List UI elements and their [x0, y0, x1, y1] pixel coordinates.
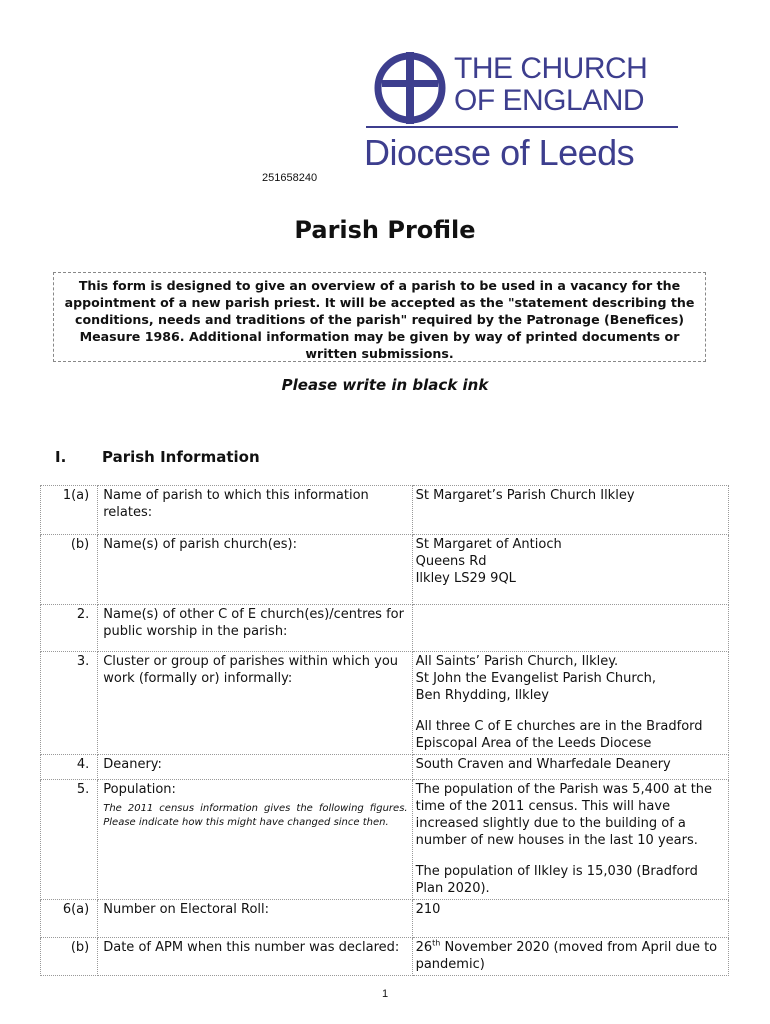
row-label: Name of parish to which this information relates: [98, 486, 412, 535]
row-label: Date of APM when this number was declared: [98, 938, 412, 976]
value-line: All Saints’ Parish Church, Ilkley. [415, 654, 619, 669]
row-number: (b) [41, 535, 98, 605]
value-rest: November 2020 (moved from April due to pandemic) [415, 940, 718, 972]
row-number: 6(a) [41, 900, 98, 938]
row-value[interactable]: St Margaret’s Parish Church Ilkley [412, 486, 728, 535]
value-line: St Margaret of Antioch [415, 537, 562, 552]
value-paragraph: The population of the Parish was 5,400 at the time of the 2011 census. This will have increased slightly due to the building of a number of new houses in the last 10 years. [415, 782, 713, 848]
table-row [41, 938, 729, 976]
church-of-england-logo [362, 44, 682, 174]
row-label: Deanery: [98, 755, 412, 780]
parish-info-table [40, 485, 729, 976]
intro-box: This form is designed to give an overview of a parish to be used in a vacancy for the appointment of a new parish priest. It will be accepted as the "statement describing the conditions, needs and traditions of the parish" required by the Patronage (Benefices) Measure 1986. Additional information may be given by way of printed documents or written submissions. [53, 272, 706, 362]
value-line: St John the Evangelist Parish Church, [415, 671, 656, 686]
row-note: The 2011 census information gives the following figures. Please indicate how this might have changed since then. [103, 803, 408, 828]
row-value[interactable] [412, 938, 728, 976]
logo-line-2: OF ENGLAND [454, 84, 645, 117]
value-line: Ben Rhydding, Ilkley [415, 688, 549, 703]
spacer [416, 849, 724, 863]
row-label: Cluster or group of parishes within which you work (formally or) informally: [98, 652, 412, 755]
row-label: Population: [103, 782, 176, 797]
page-title: Parish Profile [294, 216, 476, 244]
section-number: I. [55, 448, 67, 466]
row-value[interactable]: South Craven and Wharfedale Deanery [412, 755, 728, 780]
row-label: Name(s) of other C of E church(es)/centres for public worship in the parish: [98, 605, 412, 652]
section-title: Parish Information [102, 448, 260, 466]
row-number: 4. [41, 755, 98, 780]
page-number: 1 [381, 988, 389, 1000]
value-paragraph: The population of Ilkley is 15,030 (Bradford Plan 2020). [415, 864, 698, 896]
value-line: Queens Rd [415, 554, 487, 569]
table-row [41, 780, 729, 900]
logo-line-1: THE CHURCH [454, 52, 648, 85]
value-day: 26 [415, 940, 433, 955]
table-row [41, 535, 729, 605]
row-value[interactable] [412, 780, 728, 900]
row-label-cell [98, 780, 412, 900]
row-label: Name(s) of parish church(es): [98, 535, 412, 605]
ink-instruction: Please write in black ink [281, 376, 489, 394]
row-number: 3. [41, 652, 98, 755]
table-row [41, 900, 729, 938]
row-number: 1(a) [41, 486, 98, 535]
value-ordinal: th [432, 938, 441, 948]
spacer [416, 704, 724, 718]
table-row [41, 605, 729, 652]
logo-divider [366, 126, 678, 128]
logo-diocese: Diocese of Leeds [364, 132, 635, 173]
reference-number: 251658240 [262, 172, 318, 184]
row-number: 5. [41, 780, 98, 900]
row-label: Number on Electoral Roll: [98, 900, 412, 938]
value-note: All three C of E churches are in the Bradford Episcopal Area of the Leeds Diocese [415, 719, 703, 751]
row-value[interactable] [412, 535, 728, 605]
value-line: Ilkley LS29 9QL [415, 571, 516, 586]
cross-in-circle-icon [372, 50, 448, 126]
row-value[interactable] [412, 605, 728, 652]
table-row [41, 486, 729, 535]
row-number: 2. [41, 605, 98, 652]
table-row [41, 652, 729, 755]
row-value[interactable] [412, 652, 728, 755]
table-row [41, 755, 729, 780]
row-value[interactable]: 210 [412, 900, 728, 938]
row-number: (b) [41, 938, 98, 976]
